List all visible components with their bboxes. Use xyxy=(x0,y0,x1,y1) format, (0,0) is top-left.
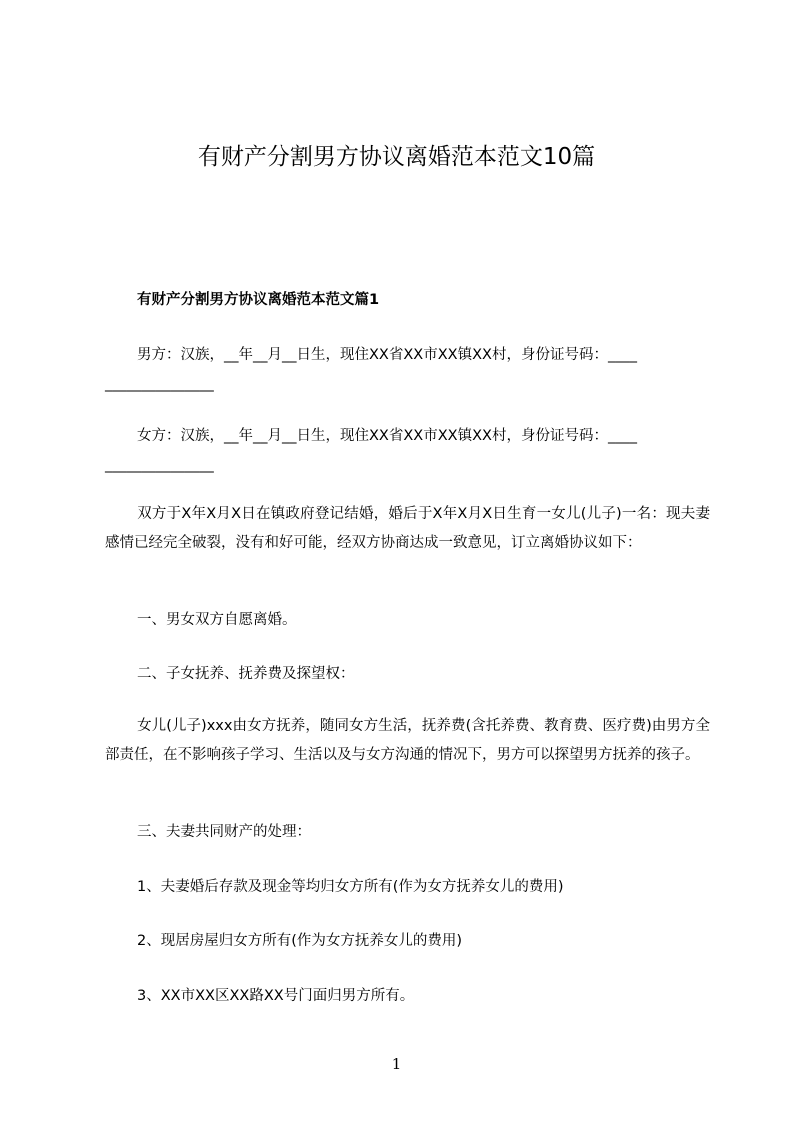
property-item-3: 3、XX市XX区XX路XX号门面归男方所有。 xyxy=(137,988,415,1004)
custody-text: 女儿(儿子)xxx由女方抚养，随同女方生活，抚养费(含托养费、教育费、医疗费)由男方全部责任，在不影响孩子学习、生活以及与女方沟通的情况下，男方可以探望男方抚养的孩子。 xyxy=(105,718,710,763)
woman-id-blank-line: _______________ xyxy=(105,457,214,473)
intro-text: 双方于X年X月X日在镇政府登记结婚，婚后于X年X月X日生育一女儿(儿子)一名：现夫妻感情已经完全破裂，没有和好可能，经双方协商达成一致意见，订立离婚协议如下： xyxy=(105,506,710,551)
clause-3: 三、夫妻共同财产的处理： xyxy=(137,824,311,840)
custody-paragraph xyxy=(105,712,710,770)
man-info-line: 男方：汉族，__年__月__日生，现住XX省XX市XX镇XX村，身份证号码：____ xyxy=(137,347,637,363)
clause-1: 一、男女双方自愿离婚。 xyxy=(137,612,297,628)
intro-paragraph xyxy=(105,500,710,558)
clause-2: 二、子女抚养、抚养费及探望权： xyxy=(137,666,355,682)
page-number: 1 xyxy=(391,1055,402,1073)
man-id-blank-line: _______________ xyxy=(105,376,214,392)
document-title: 有财产分割男方协议离婚范本范文10篇 xyxy=(197,144,596,170)
section-heading: 有财产分割男方协议离婚范本范文篇1 xyxy=(137,292,380,308)
woman-info-line: 女方：汉族，__年__月__日生，现住XX省XX市XX镇XX村，身份证号码：____ xyxy=(137,428,637,444)
property-item-1: 1、夫妻婚后存款及现金等均归女方所有(作为女方抚养女儿的费用) xyxy=(137,879,564,895)
property-item-2: 2、现居房屋归女方所有(作为女方抚养女儿的费用) xyxy=(137,933,463,949)
